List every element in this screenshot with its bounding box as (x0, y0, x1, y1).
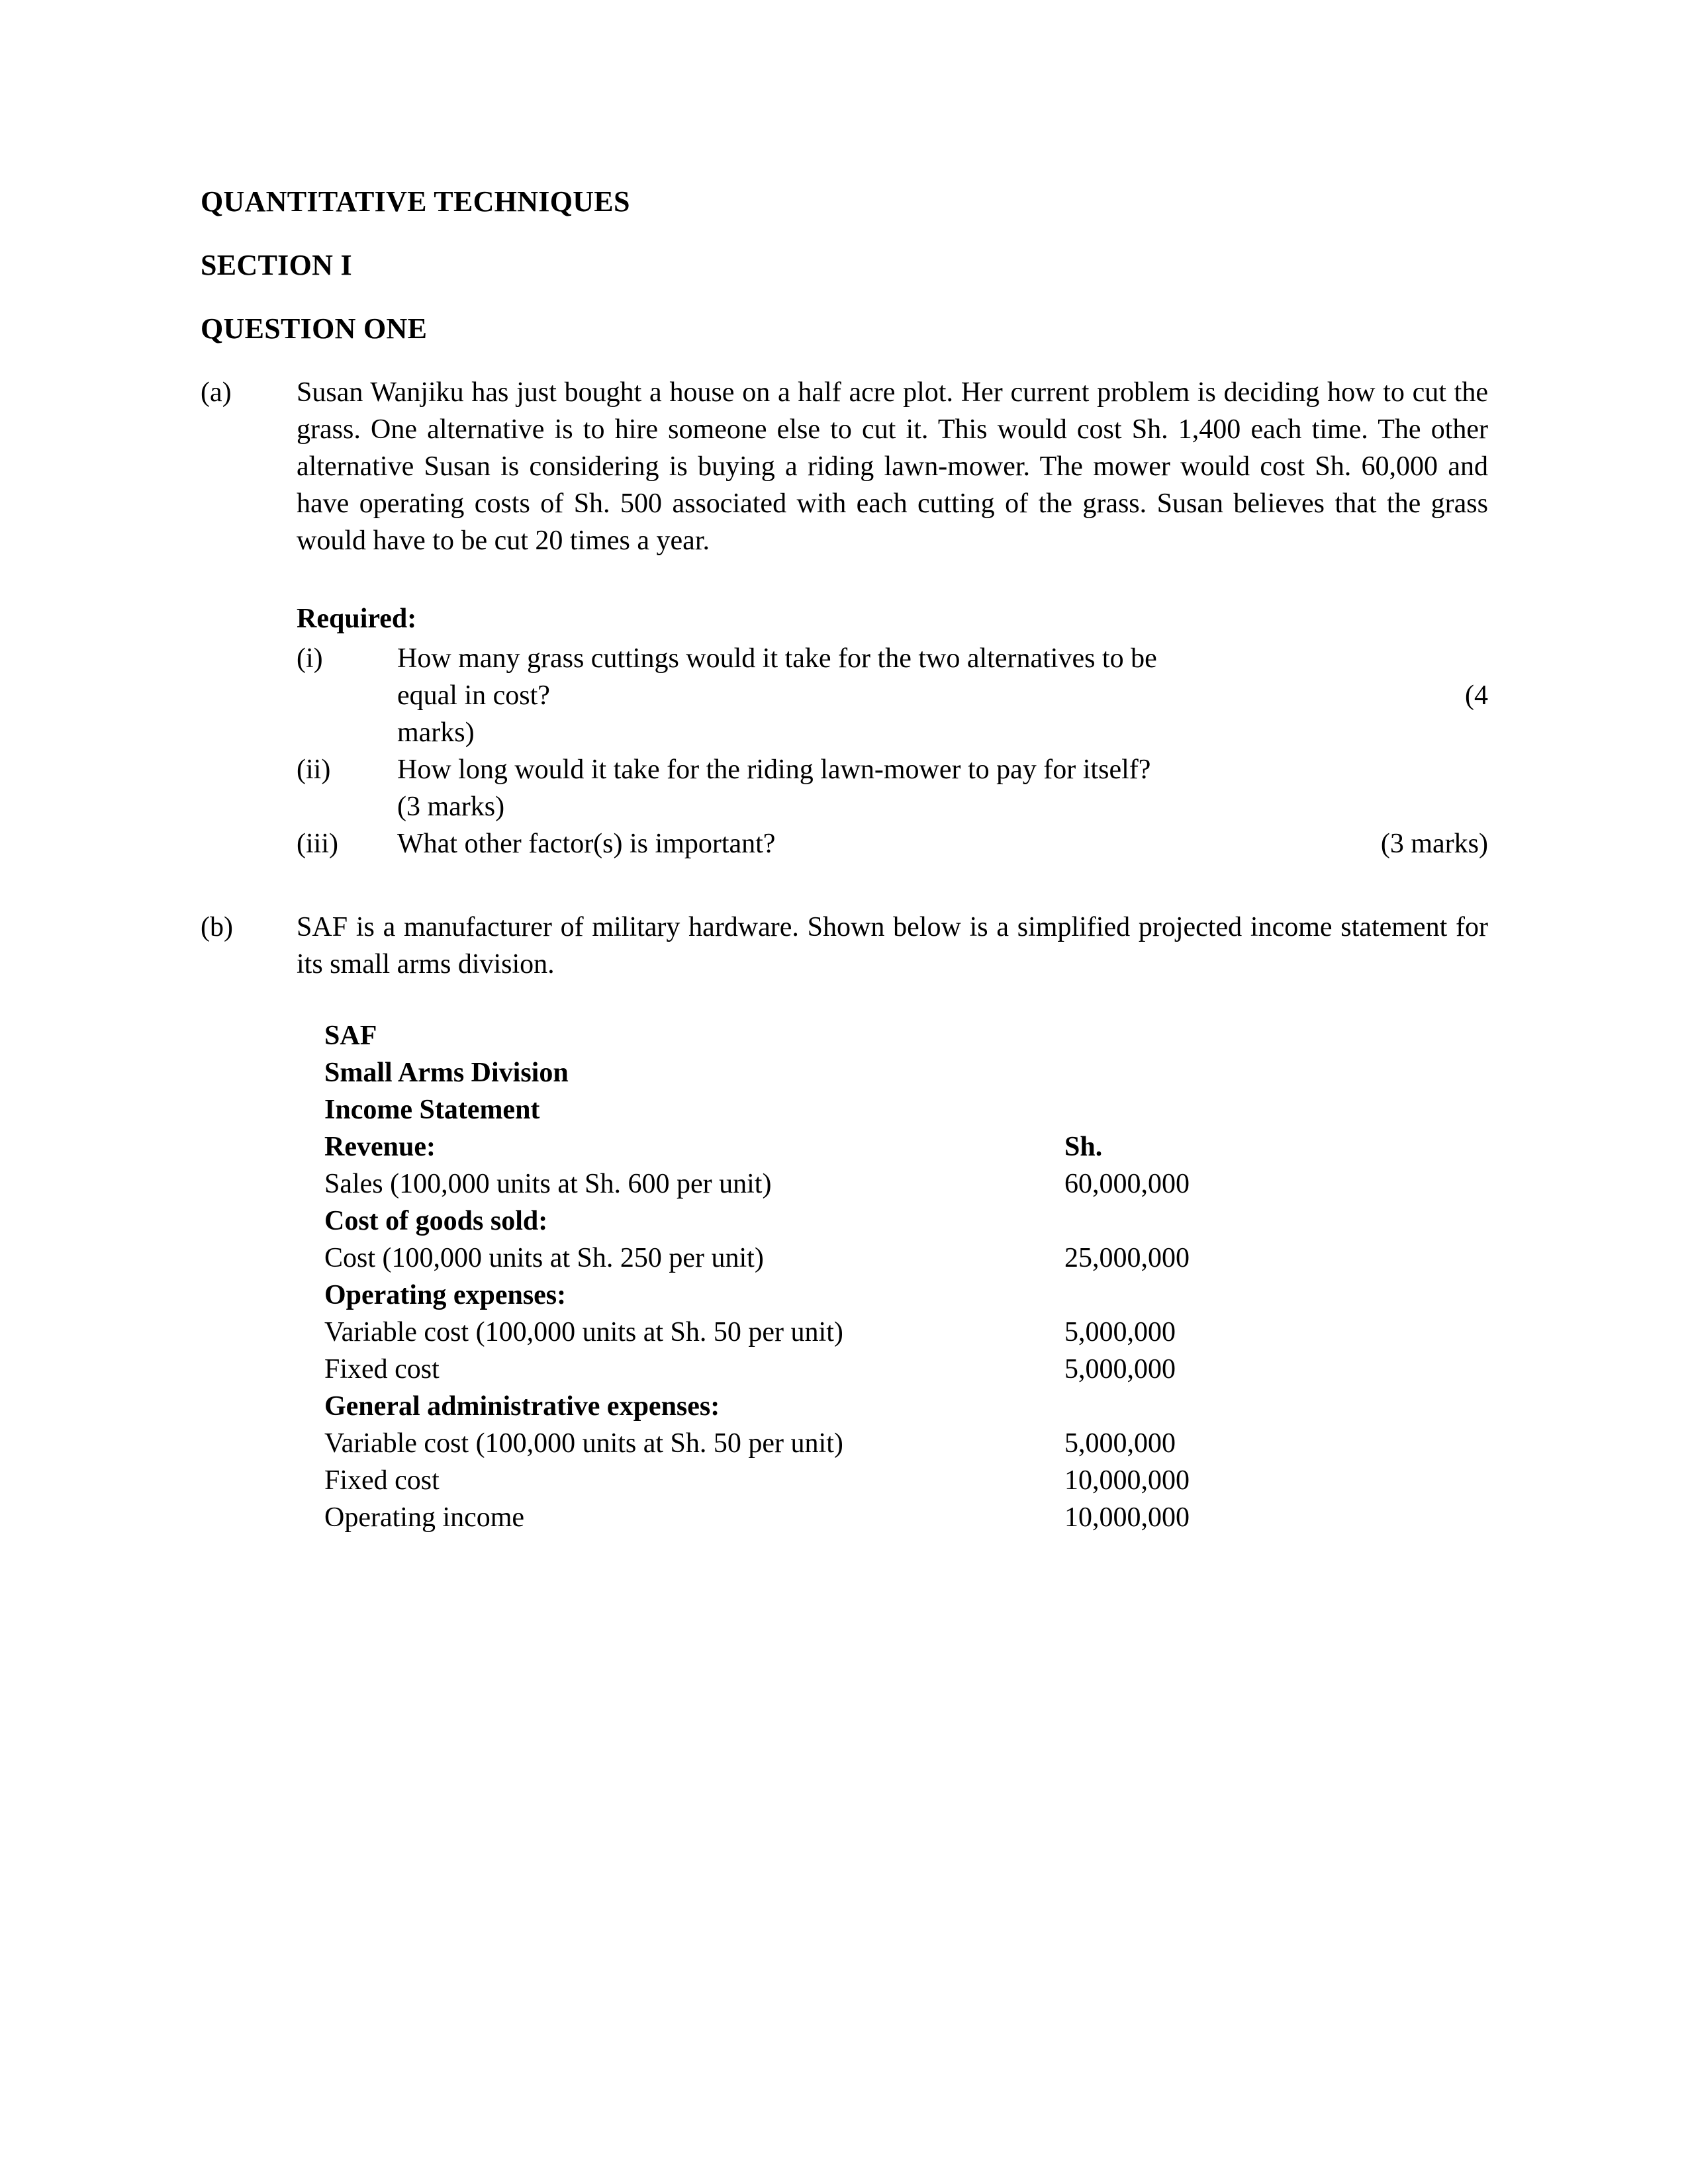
question-heading: QUESTION ONE (201, 312, 428, 345)
table-row (324, 1351, 1417, 1388)
required-title: Required: (297, 604, 417, 634)
statement-row-value: 5,000,000 (1064, 1354, 1176, 1385)
required-item-i-marks-head: (4 (1465, 680, 1488, 711)
statement-row-value: 25,000,000 (1064, 1243, 1190, 1273)
required-item-iii-body (397, 825, 1488, 862)
statement-row-label: Variable cost (100,000 units at Sh. 50 per unit) (324, 1428, 843, 1459)
statement-row-label: Cost of goods sold: (324, 1206, 548, 1236)
spacer (201, 862, 1488, 909)
required-item-ii-marks: (3 marks) (397, 792, 505, 822)
statement-row-label: Operating expenses: (324, 1280, 567, 1310)
required-item-ii-body (397, 751, 1488, 825)
statement-row-label: Fixed cost (324, 1354, 440, 1385)
required-item-ii-text: How long would it take for the riding lawn-mower to pay for itself? (397, 754, 1151, 785)
page-title: QUANTITATIVE TECHNIQUES (201, 185, 630, 218)
part-a-text: Susan Wanjiku has just bought a house on a half acre plot. Her current problem is deciding how to cut the grass. One alternative is to hire someone else to cut it. This would cost Sh. 1,400 each time. The other alternative Susan is considering is buying a riding lawn-mower. The mower would cost Sh. 60,000 and have operating costs of Sh. 500 associated with each cutting of the grass. Susan believes that the grass would have to be cut 20 times a year. (297, 377, 1488, 556)
statement-company: SAF (324, 1021, 377, 1051)
statement-row-value: 5,000,000 (1064, 1317, 1176, 1347)
section-heading: SECTION I (201, 249, 352, 281)
required-item-i-marks-tail: marks) (397, 717, 475, 748)
statement-row-label: Variable cost (100,000 units at Sh. 50 per unit) (324, 1317, 843, 1347)
part-b-label: (b) (201, 912, 233, 942)
statement-row-label: Revenue: (324, 1132, 436, 1162)
part-b-text: SAF is a manufacturer of military hardware. Shown below is a simplified projected income statement for its small arms division. (297, 912, 1488, 979)
statement-row-label: Operating income (324, 1502, 525, 1533)
table-row (324, 1128, 1417, 1165)
table-row (324, 1240, 1417, 1277)
required-item-i-line2-row (397, 677, 1488, 714)
statement-row-label: Fixed cost (324, 1465, 440, 1496)
required-item-ii-label: (ii) (297, 754, 331, 785)
part-b (201, 909, 1488, 983)
required-block (297, 600, 1488, 862)
required-item-ii (297, 751, 1488, 825)
table-row (324, 1388, 1417, 1425)
table-row (324, 1425, 1417, 1462)
table-row (324, 1462, 1417, 1499)
required-item-i-label: (i) (297, 643, 323, 674)
statement-division: Small Arms Division (324, 1058, 569, 1088)
statement-row-label: Sales (100,000 units at Sh. 600 per unit) (324, 1169, 772, 1199)
table-row (324, 1499, 1417, 1536)
part-a (201, 374, 1488, 559)
required-item-i (297, 640, 1488, 751)
table-row (324, 1165, 1417, 1203)
statement-doctype-row (324, 1091, 1417, 1128)
required-item-iii-marks: (3 marks) (1380, 829, 1488, 859)
statement-row-value: 5,000,000 (1064, 1428, 1176, 1459)
required-item-i-line2: equal in cost? (397, 680, 550, 711)
statement-doc-type: Income Statement (324, 1095, 540, 1125)
required-item-i-line1: How many grass cuttings would it take for the two alternatives to be (397, 643, 1157, 674)
page-content (201, 187, 1488, 1536)
statement-company-row (324, 1017, 1417, 1054)
table-row (324, 1277, 1417, 1314)
required-item-iii-label: (iii) (297, 829, 338, 859)
statement-row-value: 10,000,000 (1064, 1502, 1190, 1533)
part-a-label: (a) (201, 377, 232, 408)
statement-row-label: General administrative expenses: (324, 1391, 720, 1422)
statement-division-row (324, 1054, 1417, 1091)
table-row (324, 1314, 1417, 1351)
required-item-i-line1-row (397, 640, 1488, 677)
table-row (324, 1203, 1417, 1240)
statement-row-value: Sh. (1064, 1132, 1103, 1162)
income-statement (324, 1017, 1417, 1536)
statement-row-value: 10,000,000 (1064, 1465, 1190, 1496)
required-item-iii (297, 825, 1488, 862)
required-item-i-body (397, 640, 1488, 751)
statement-row-value: 60,000,000 (1064, 1169, 1190, 1199)
required-item-iii-row (397, 825, 1488, 862)
spacer (201, 983, 1488, 1017)
spacer (201, 559, 1488, 600)
required-item-iii-text: What other factor(s) is important? (397, 829, 776, 859)
statement-row-label: Cost (100,000 units at Sh. 250 per unit) (324, 1243, 764, 1273)
